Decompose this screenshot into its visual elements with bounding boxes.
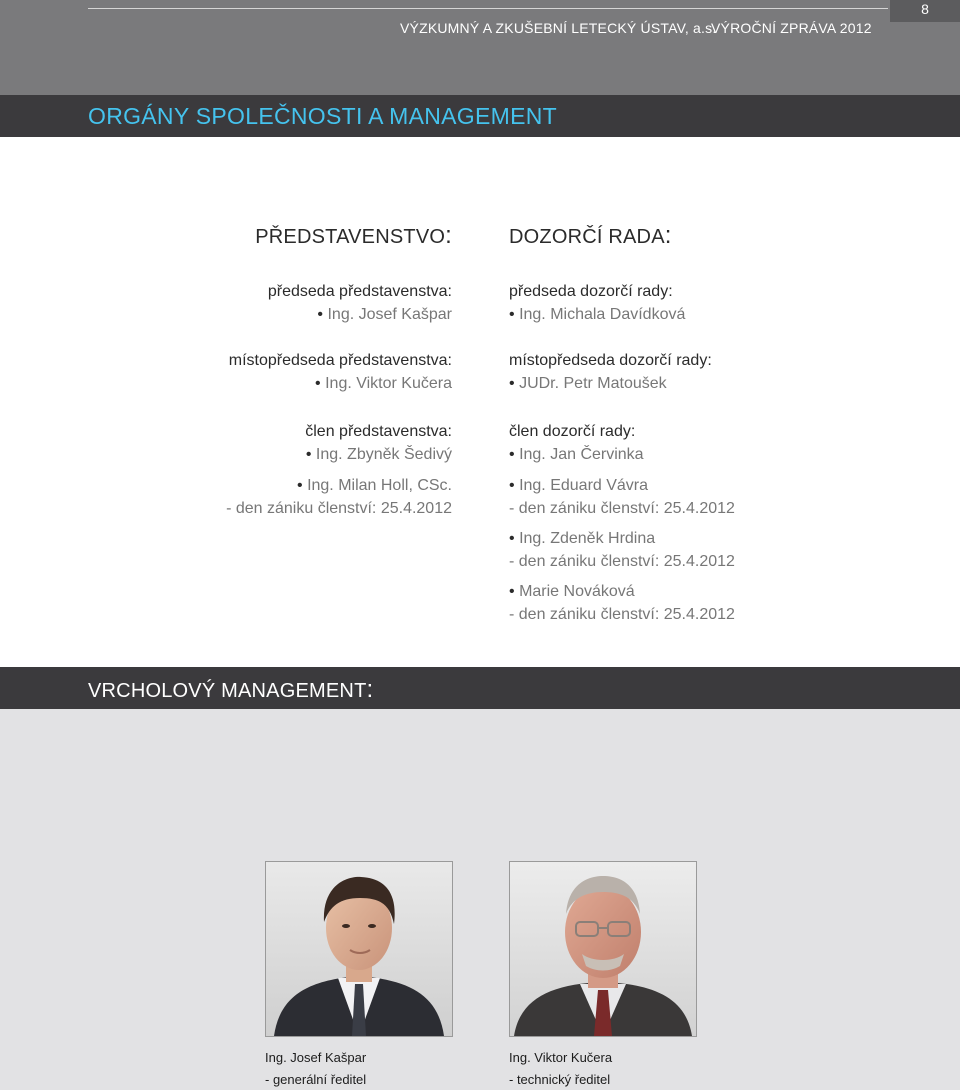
management-heading <box>88 676 373 704</box>
supervisory-chair <box>509 305 685 325</box>
person-2-role: - technický ředitel <box>509 1072 611 1087</box>
supervisory-vice-label: místopředseda dozorčí rady: <box>509 352 712 369</box>
supervisory-member-3-name: Ing. Zdeněk Hrdina <box>519 530 656 547</box>
board-member-2-name: Ing. Milan Holl, CSc. <box>307 477 452 494</box>
supervisory-member-4-name: Marie Nováková <box>519 583 635 600</box>
board-member-2-note: - den zániku členství: 25.4.2012 <box>226 500 452 517</box>
board-heading <box>255 222 452 250</box>
board-chair-label: předseda představenstva: <box>267 283 452 300</box>
supervisory-member-2 <box>509 476 648 496</box>
supervisory-member-3 <box>509 529 655 549</box>
bullet: • <box>509 306 515 323</box>
board-column <box>150 220 452 520</box>
board-chair-name: Ing. Josef Kašpar <box>327 306 452 323</box>
portrait-photo-1 <box>265 861 453 1037</box>
supervisory-vice <box>509 374 667 394</box>
board-heading-colon: : <box>445 222 452 249</box>
supervisory-member-1 <box>509 445 644 465</box>
portrait-photo-2 <box>509 861 697 1037</box>
supervisory-member-2-note: - den zániku členství: 25.4.2012 <box>509 500 735 517</box>
management-section <box>0 709 960 1090</box>
header-bar <box>0 0 960 95</box>
supervisory-vice-name: JUDr. Petr Matoušek <box>519 375 667 392</box>
supervisory-heading <box>509 222 672 250</box>
board-heading-text: PŘEDSTAVENSTVO <box>255 226 446 248</box>
supervisory-chair-label: předseda dozorčí rady: <box>509 283 673 300</box>
bullet: • <box>305 446 312 463</box>
supervisory-member-3-note: - den zániku členství: 25.4.2012 <box>509 553 735 570</box>
page-number: 8 <box>890 0 960 22</box>
bullet: • <box>509 583 515 600</box>
board-member-label: člen představenstva: <box>305 423 452 440</box>
report-title: VÝROČNÍ ZPRÁVA 2012 <box>711 20 872 36</box>
management-heading-colon: : <box>366 676 374 703</box>
supervisory-member-2-name: Ing. Eduard Vávra <box>519 477 649 494</box>
organization-name: VÝZKUMNÝ A ZKUŠEBNÍ LETECKÝ ÚSTAV, a.s. <box>400 20 717 36</box>
bullet: • <box>509 477 515 494</box>
board-member-1-name: Ing. Zbyněk Šedivý <box>315 446 452 463</box>
person-2-name: Ing. Viktor Kučera <box>509 1050 613 1065</box>
bullet: • <box>509 530 515 547</box>
supervisory-member-1-name: Ing. Jan Červinka <box>519 446 644 463</box>
supervisory-member-4 <box>509 582 635 602</box>
bullet: • <box>317 306 324 323</box>
bullet: • <box>315 375 321 392</box>
management-heading-text: VRCHOLOVÝ MANAGEMENT <box>88 680 367 702</box>
page-title: ORGÁNY SPOLEČNOSTI A MANAGEMENT <box>88 103 557 129</box>
supervisory-member-label: člen dozorčí rady: <box>509 423 636 440</box>
bullet: • <box>509 446 515 463</box>
person-1-name: Ing. Josef Kašpar <box>265 1050 367 1065</box>
supervisory-chair-name: Ing. Michala Davídková <box>519 306 686 323</box>
supervisory-column <box>509 220 829 640</box>
supervisory-heading-colon: : <box>664 222 672 249</box>
bullet: • <box>509 375 515 392</box>
supervisory-heading-text: DOZORČÍ RADA <box>509 226 665 248</box>
board-vice-label: místopředseda představenstva: <box>228 352 452 369</box>
board-member-1 <box>306 445 452 465</box>
header-rule <box>88 8 888 9</box>
bullet: • <box>297 477 303 494</box>
board-chair <box>317 305 452 325</box>
board-member-2 <box>297 476 452 496</box>
board-vice <box>315 374 452 394</box>
person-1-role: - generální ředitel <box>265 1072 367 1087</box>
board-vice-name: Ing. Viktor Kučera <box>325 375 452 392</box>
supervisory-member-4-note: - den zániku členství: 25.4.2012 <box>509 606 735 623</box>
